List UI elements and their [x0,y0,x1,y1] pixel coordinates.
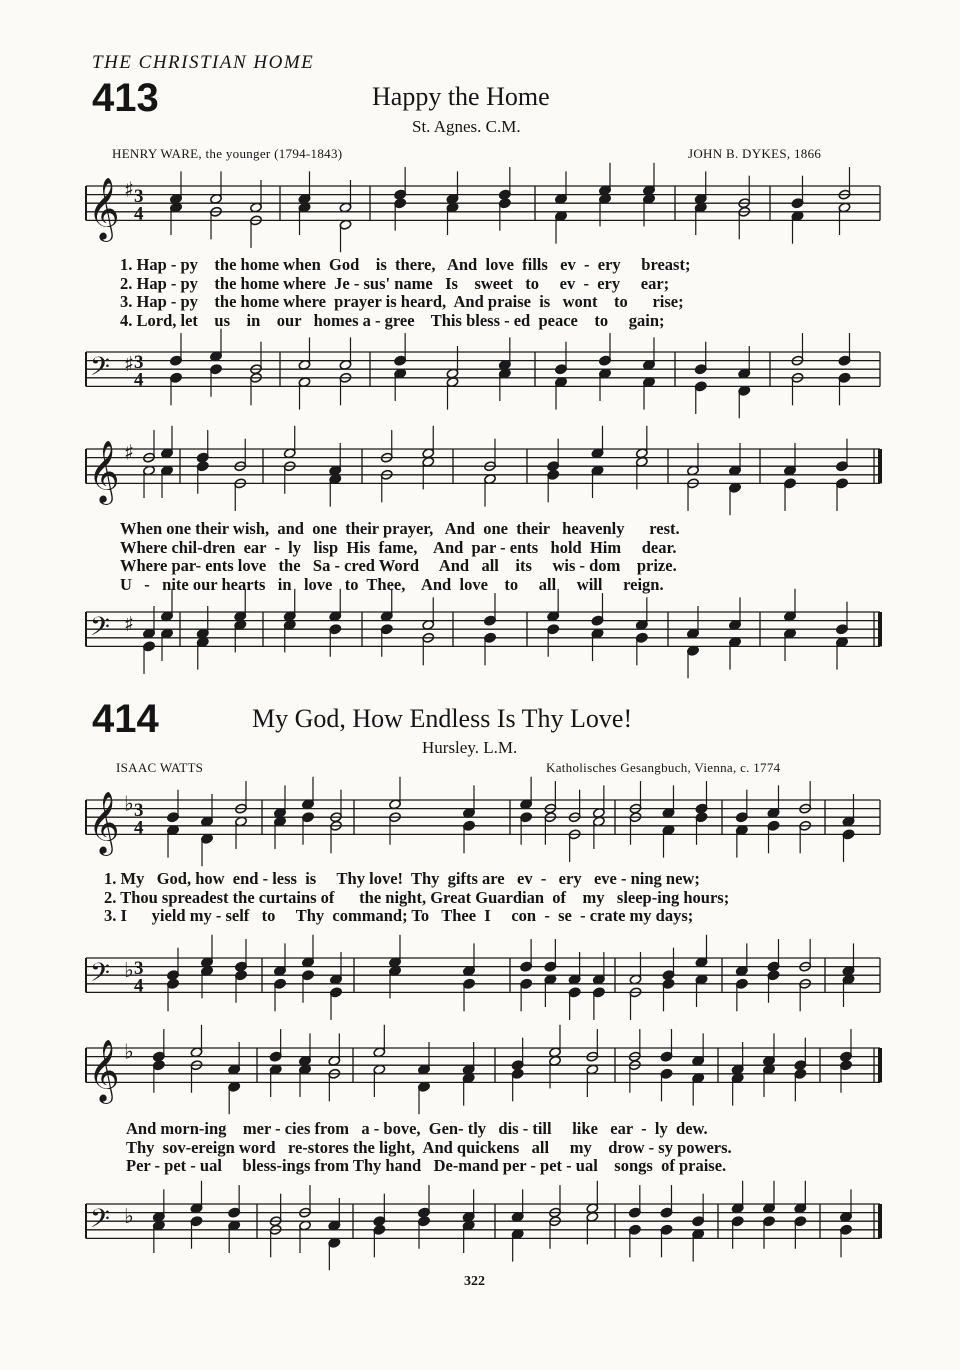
hymn-414-verses-system-1 [104,870,729,926]
verse-line: And morn-ing mer - cies from a - bove, Gen- tly dis - till like ear - ly dew. [126,1119,708,1138]
h414-s2-treble-clef-icon: 𝄞 [88,1039,120,1102]
h413-s2-treble-clef-icon: 𝄞 [88,440,120,503]
hymn-414-author: ISAAC WATTS [116,760,204,775]
verse-line: Where chil-dren ear - ly lisp His fame, And par - ents hold Him dear. [120,537,677,557]
verse-line: Thy sov-ereign word re-stores the light, And quickens all my drow - sy powers. [126,1137,732,1157]
h413-s2-key-signature-icon: ♯ [124,611,134,636]
hymn-414-title: My God, How Endless Is Thy Love! [252,704,633,733]
hymn-413-number: 413 [92,76,159,120]
h414-s2-key-signature-icon: ♭ [124,1039,134,1064]
h414-s1-key-signature-icon: ♭ [124,791,134,816]
verse-line: 2. Hap - py the home where Je - sus' name Is sweet to ev - ery ear; [120,273,670,293]
hymn-413-verses-system-1 [120,256,690,330]
verse-line: When one their wish, and one their prayer, And one their heavenly rest. [120,519,680,538]
hymn-413-tune: St. Agnes. C.M. [412,117,521,136]
verse-line: 1. Hap - py the home when God is there, And love fills ev - ery breast; [120,255,691,274]
h414-s1-time-signature: 4 [134,975,144,997]
hymn-413-title: Happy the Home [372,82,550,111]
h414-s2-key-signature-icon: ♭ [124,1203,134,1228]
verse-line: 3. Hap - py the home where prayer is heard, And praise is wont to rise; [120,292,684,312]
hymn-414-verses-system-2 [126,1120,732,1176]
hymn-414-tune: Hursley. L.M. [422,738,518,757]
h413-s1-time-signature: 4 [134,203,144,225]
h413-s1-key-signature-icon: ♯ [124,351,134,376]
hymn-413-author: HENRY WARE, the younger (1794-1843) [112,146,343,161]
h414-s1-time-signature: 3 [134,800,144,822]
h414-s1-time-signature: 4 [134,817,144,839]
h413-s1-time-signature: 4 [134,369,144,391]
h413-s1-bass-clef-icon: 𝄢 [90,351,110,388]
h414-s1-time-signature: 3 [134,958,144,980]
h414-s1-bass-clef-icon: 𝄢 [90,957,110,994]
h413-s1-key-signature-icon: ♯ [124,177,134,202]
verse-line: U - nite our hearts in love to Thee, And love to all will reign. [120,574,664,594]
h413-s1-time-signature: 3 [134,352,144,374]
h413-s1-treble-clef-icon: 𝄞 [88,177,120,240]
verse-line: 4. Lord, let us in our homes a - gree This bless - ed peace to gain; [120,310,665,330]
h413-s1-time-signature: 3 [134,186,144,208]
verse-line: 1. My God, how end - less is Thy love! Thy gifts are ev - ery eve - ning new; [104,869,700,888]
hymn-413-composer: JOHN B. DYKES, 1866 [688,146,822,161]
section-title: THE CHRISTIAN HOME [92,52,315,73]
verse-line: Per - pet - ual bless-ings from Thy hand De-mand per - pet - ual songs of praise. [126,1156,727,1176]
verse-line: 2. Thou spreadest the curtains of the night, Great Guardian of my sleep-ing hours; [104,887,730,907]
h413-s2-key-signature-icon: ♯ [124,440,134,465]
hymn-413-verses-system-2 [120,520,680,594]
h414-s1-treble-clef-icon: 𝄞 [88,791,120,854]
h413-s2-bass-clef-icon: 𝄢 [90,611,110,648]
verse-line: Where par- ents love the Sa - cred Word And all its wis - dom prize. [120,556,677,576]
hymn-414-composer: Katholisches Gesangbuch, Vienna, c. 1774 [546,760,781,775]
h414-s2-bass-clef-icon: 𝄢 [90,1203,110,1240]
h414-s1-key-signature-icon: ♭ [124,957,134,982]
page-number: 322 [464,1274,485,1289]
verse-line: 3. I yield my - self to Thy command; To Thee I con - se - crate my days; [104,906,694,926]
hymn-414-number: 414 [92,697,159,741]
